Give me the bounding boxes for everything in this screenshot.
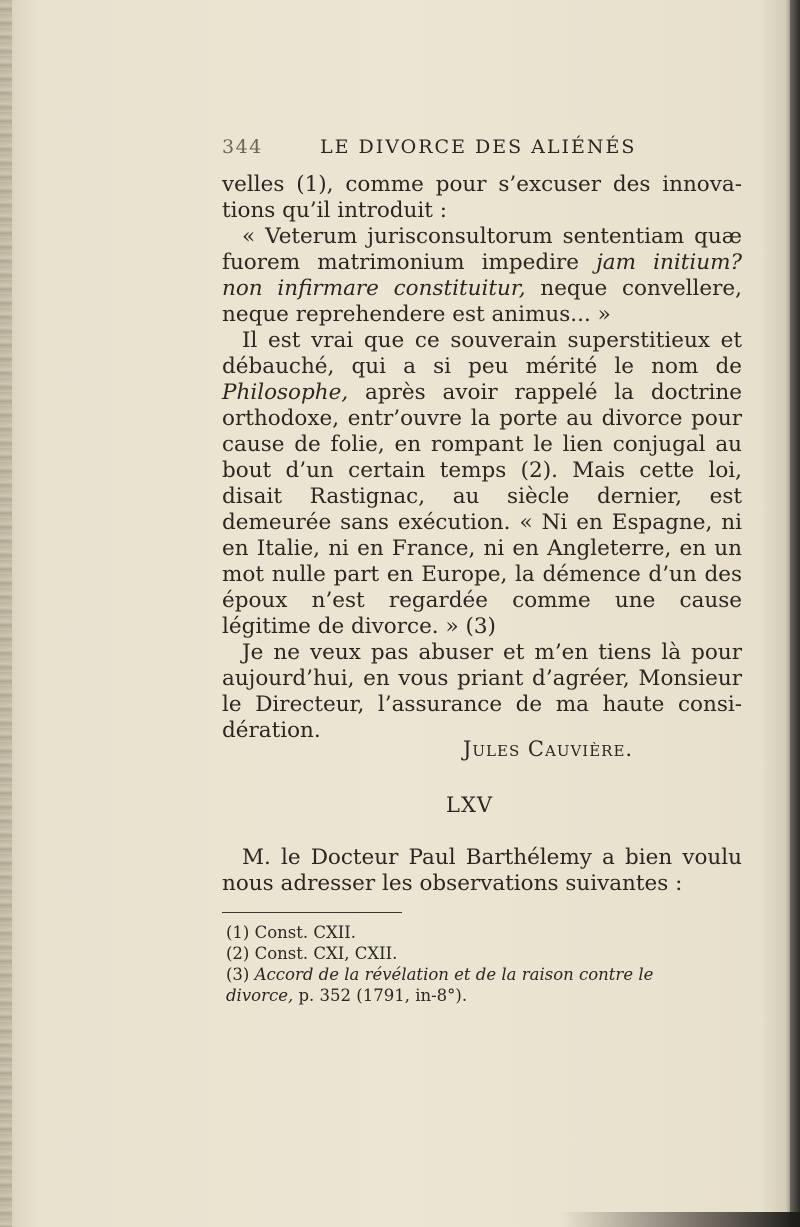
footnote-3-continued: divorce, p. 352 (1791, in-8°). [226,986,468,1005]
paragraph-1: velles (1), comme pour s’excuser des innova-tions qu’il introduit : [222,172,742,223]
footnote-1: (1) Const. CXII. [226,923,357,942]
page-shadow [560,1212,800,1227]
section-paragraph: M. le Docteur Paul Barthélemy a bien voulu nous adresser les observations suivantes : [222,845,742,896]
philosophe-italic: Philosophe, [222,380,349,405]
footnote-3-title: Accord de la révélation et de la raison contre le [254,965,654,984]
page-edge [790,0,800,1227]
paragraph-3: Il est vrai que ce souverain superstitieux et débauché, qui a si peu mérité le nom de Philosophe, après avoir rappelé la doctrine orthodoxe, entr’ouvre la porte au divorce pour cause de folie, en rompant le lien conjugal au bout d’un certain temps (2). Mais cette loi, disait Rastignac, au siècle dernier, est demeurée sans exécution. « Ni en Espagne, ni en Italie, ni en France, ni en Angleterre, en un mot nulle part en Europe, la démence d’un des époux n’est regardée comme une cause légitime de divorce. » (3) [222,328,742,639]
latin-quote-italic: jam initium? non infirmare constituitur, [222,250,742,301]
page-gutter [0,0,12,1227]
footnote-divider [222,912,402,913]
running-title: LE DIVORCE DES ALIÉNÉS [320,136,637,158]
signature: Jules Cauvière. [463,737,634,761]
page-number: 344 [222,136,263,158]
latin-quote: « Veterum jurisconsultorum sententiam quæ fuorem matrimonium impedire jam initium? non infirmare constituitur, neque convellere, neque reprehendere est animus... » [222,224,742,327]
footnote-3: (3) Accord de la révélation et de la raison contre le [226,965,654,984]
footnote-3-title-end: divorce, [226,986,294,1005]
section-number: LXV [446,793,494,817]
section-text [222,845,742,897]
footnotes [226,922,746,1006]
paragraph-4: Je ne veux pas abuser et m’en tiens là pour aujourd’hui, en vous priant d’agréer, Monsieur le Directeur, l’assurance de ma haute consi-dération. [222,640,742,743]
main-text [222,172,742,744]
footnote-2: (2) Const. CXI, CXII. [226,944,398,963]
page-header [222,136,636,158]
